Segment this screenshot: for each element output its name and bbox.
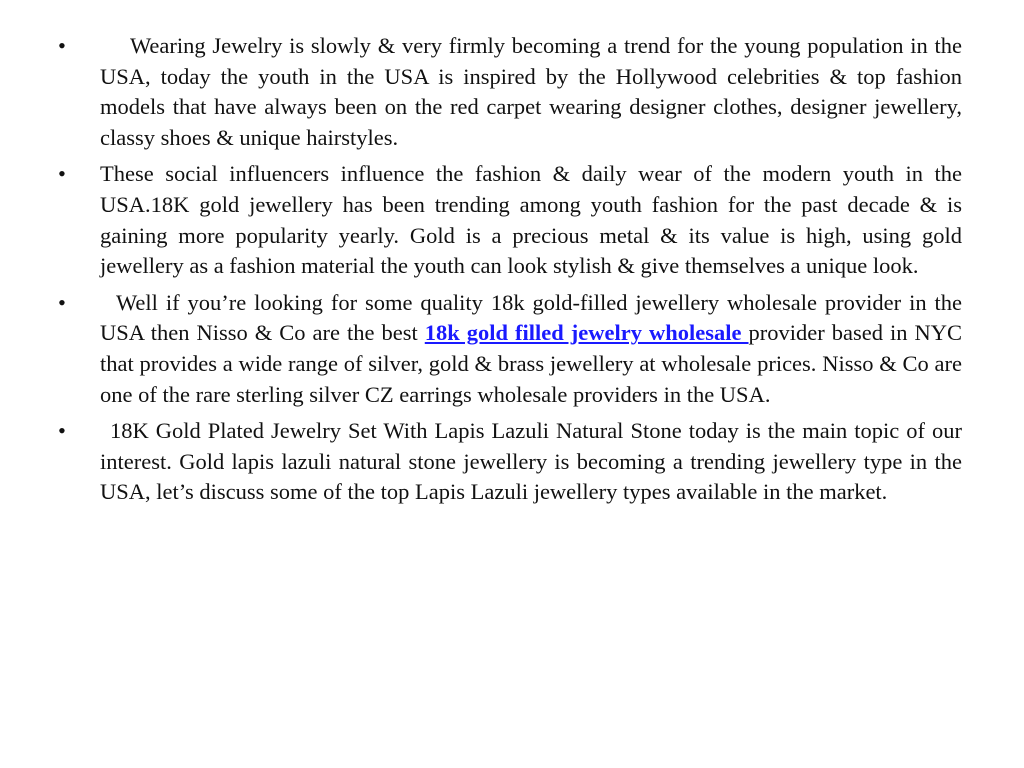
bullet-item-2 xyxy=(56,159,962,281)
bullet-text: 18K Gold Plated Jewelry Set With Lapis Lazuli Natural Stone today is the main topic of our interest. Gold lapis lazuli natural stone jewellery is becoming a trending jewellery type in the USA, let’s discuss some of the top Lapis Lazuli jewellery types available in the market. xyxy=(100,418,962,505)
bullet-marker: • xyxy=(58,418,66,444)
bullet-text-before-link: Well if you’re looking for some quality 18k gold-filled jewellery wholesale provider in the USA then Nisso & Co are the best xyxy=(100,289,962,346)
bullet-text-after-link: provider based in NYC that provides a wide range of silver, gold & brass jewellery at wholesale prices. Nisso & Co are one of the rare sterling silver CZ earrings wholesale providers in the USA. xyxy=(100,320,962,407)
bullet-list xyxy=(56,31,962,514)
bullet-item-4 xyxy=(56,416,962,508)
bullet-item-3 xyxy=(56,288,962,410)
bullet-text: These social influencers influence the fashion & daily wear of the modern youth in the USA.18K gold jewellery has been trending among youth fashion for the past decade & is gaining more popularity yearly. Gold is a precious metal & its value is high, using gold jewellery as a fashion material the youth can look stylish & give themselves a unique look. xyxy=(100,161,962,279)
wholesale-jewelry-link[interactable]: 18k gold filled jewelry wholesale xyxy=(424,320,749,346)
bullet-item-1 xyxy=(56,31,962,153)
bullet-marker: • xyxy=(58,33,66,58)
bullet-marker: • xyxy=(58,161,66,187)
bullet-text: Wearing Jewelry is slowly & very firmly becoming a trend for the young population in the USA, today the youth in the USA is inspired by the Hollywood celebrities & top fashion models that have always been on the red carpet wearing designer clothes, designer jewellery, classy shoes & unique hairstyles. xyxy=(100,33,962,150)
bullet-marker: • xyxy=(58,289,66,315)
